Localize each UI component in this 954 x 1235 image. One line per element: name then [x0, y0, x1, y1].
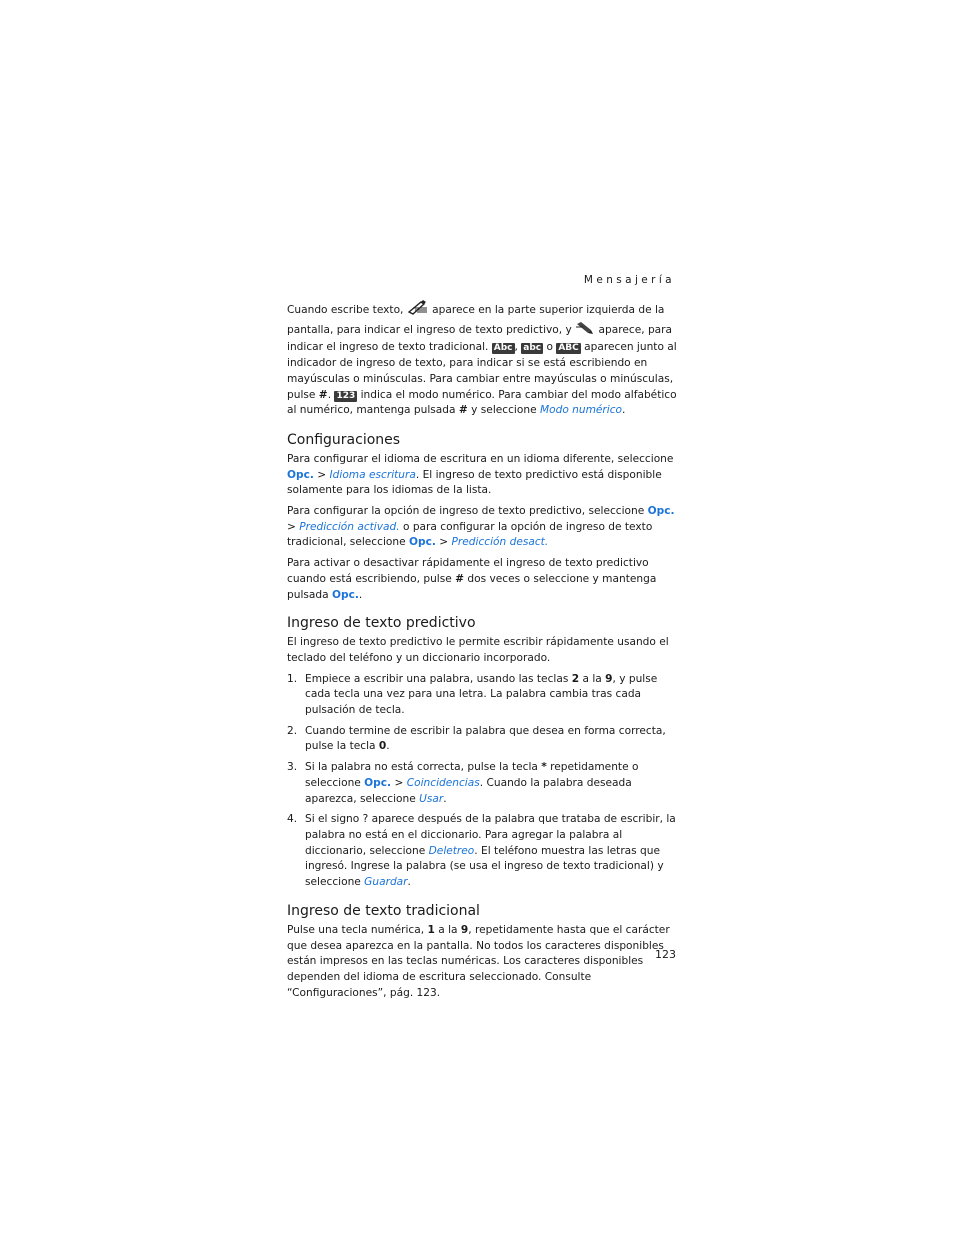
- hash-key: #: [318, 388, 328, 401]
- step-text: . El teléfono muestra las letras que ingresó. Ingrese la palabra (se usa el ingreso de texto tradicional) y seleccione: [305, 844, 664, 889]
- config-text: o para configurar la opción de ingreso de texto tradicional, seleccione: [287, 520, 653, 549]
- traditional-text: a la: [434, 923, 461, 936]
- step-text: Si la palabra no está correcta, pulse la tecla: [305, 761, 542, 774]
- step-text: , y pulse cada tecla una vez para una letra. La palabra cambia tras cada pulsación de tecla.: [305, 672, 658, 717]
- abc-lowercase-icon: abc: [523, 343, 542, 354]
- list-item: [287, 812, 677, 891]
- config-text: Para configurar la opción de ingreso de texto predictivo, seleccione: [287, 505, 648, 518]
- traditional-pencil-icon: [575, 321, 595, 341]
- predictive-steps: [287, 672, 677, 891]
- step-text: .: [407, 876, 411, 889]
- link-guardar: Guardar: [364, 876, 408, 889]
- step-text: .: [443, 792, 447, 805]
- predictive-pencil-icon: [407, 299, 429, 321]
- list-item: [287, 724, 677, 755]
- intro-text-9: y seleccione: [467, 404, 540, 417]
- step-text: Cuando termine de escribir la palabra que desea en forma correcta, pulse la tecla: [305, 724, 666, 753]
- key-star: *: [541, 761, 547, 774]
- config-paragraph-2: [287, 504, 677, 551]
- step-number: 1.: [287, 672, 298, 685]
- step-text: Empiece a escribir una palabra, usando las teclas: [305, 672, 572, 685]
- config-text: dos veces o seleccione y mantenga pulsada: [287, 572, 657, 601]
- config-text: .: [358, 588, 363, 601]
- intro-text-5: o: [543, 341, 557, 354]
- config-text: Para configurar el idioma de escritura en un idioma diferente, seleccione: [287, 452, 674, 465]
- config-text: . El ingreso de texto predictivo está disponible solamente para los idiomas de la lista.: [287, 468, 662, 497]
- step-number: 4.: [287, 813, 298, 826]
- key-0: 0: [378, 740, 387, 753]
- heading-configuraciones: Configuraciones: [287, 431, 401, 448]
- traditional-paragraph: [287, 923, 677, 1002]
- key-2: 2: [571, 672, 580, 685]
- opc-label: Opc.: [364, 776, 392, 789]
- intro-text-1: Cuando escribe texto,: [287, 304, 407, 316]
- traditional-text: , repetidamente hasta que el carácter que desea aparezca en la pantalla. No todos los caracteres disponibles están impresos en las teclas numéricas. Los caracteres disponibles dependen del idioma de escritura seleccionado. Consulte “Configuraciones”, pág. 123.: [287, 923, 670, 999]
- intro-text-7: .: [327, 388, 335, 401]
- opc-label: Opc.: [287, 468, 314, 481]
- step-text: Si el signo ? aparece después de la palabra que trataba de escribir, la palabra no está en el diccionario. Para agregar la palabra al diccionario, seleccione: [305, 813, 676, 857]
- running-header: Mensajería: [583, 274, 675, 286]
- key-9: 9: [605, 672, 613, 685]
- menu-separator: >: [435, 536, 452, 549]
- list-item: [287, 760, 677, 807]
- hash-key: #: [455, 572, 465, 585]
- intro-text-2: aparece en la parte superior izquierda de la pantalla, para indicar el ingreso de texto predictivo, y: [287, 304, 665, 336]
- menu-separator: >: [313, 468, 330, 481]
- opc-label: Opc.: [647, 505, 675, 518]
- page-number: 123: [655, 948, 676, 961]
- step-text: a la: [579, 672, 606, 685]
- intro-text-4: ,: [514, 341, 522, 354]
- heading-ingreso-predictivo: Ingreso de texto predictivo: [287, 615, 476, 632]
- menu-separator: >: [287, 520, 300, 533]
- step-text: .: [386, 740, 390, 753]
- hash-key: #: [458, 404, 468, 417]
- link-prediccion-desact: Predicción desact.: [451, 536, 549, 549]
- key-1: 1: [427, 923, 435, 936]
- abc-title-case-icon: Abc: [493, 343, 513, 354]
- link-idioma-escritura: Idioma escritura: [329, 468, 416, 481]
- intro-text-6: aparecen junto al indicador de ingreso de texto, para indicar si se está escribiendo en mayúsculas o minúsculas. Para cambiar entre mayúsculas o minúsculas, pulse: [287, 341, 677, 401]
- link-usar: Usar: [419, 792, 444, 805]
- config-paragraph-1: [287, 452, 677, 499]
- step-number: 2.: [287, 724, 298, 737]
- config-paragraph-3: [287, 556, 677, 603]
- link-coincidencias: Coincidencias: [406, 776, 480, 789]
- opc-label: Opc.: [408, 536, 436, 549]
- list-item: [287, 672, 677, 719]
- config-text: Para activar o desactivar rápidamente el ingreso de texto predictivo cuando está escribiendo, pulse: [287, 557, 649, 585]
- heading-ingreso-tradicional: Ingreso de texto tradicional: [287, 902, 480, 919]
- abc-uppercase-icon: ABC: [558, 343, 579, 354]
- link-modo-numerico: Modo numérico: [539, 404, 623, 417]
- step-text: repetidamente o seleccione: [305, 761, 639, 789]
- opc-label: Opc.: [331, 588, 359, 601]
- numeric-mode-icon: 123: [336, 390, 356, 401]
- traditional-text: Pulse una tecla numérica,: [287, 923, 428, 936]
- predictive-intro: El ingreso de texto predictivo le permite escribir rápidamente usando el teclado del teléfono y un diccionario incorporado.: [287, 636, 669, 664]
- page-content: [287, 299, 677, 1006]
- step-text: . Cuando la palabra deseada aparezca, seleccione: [305, 776, 632, 805]
- menu-separator: >: [391, 776, 407, 789]
- intro-text-10: .: [622, 404, 626, 417]
- key-9: 9: [460, 923, 469, 936]
- link-prediccion-activad: Predicción activad.: [299, 520, 400, 533]
- intro-text-3: aparece, para indicar el ingreso de texto tradicional.: [287, 323, 673, 354]
- link-deletreo: Deletreo: [428, 844, 475, 857]
- intro-text-8: indica el modo numérico. Para cambiar del modo alfabético al numérico, mantenga pulsada: [287, 388, 677, 417]
- intro-paragraph: [287, 299, 677, 419]
- step-number: 3.: [287, 761, 298, 774]
